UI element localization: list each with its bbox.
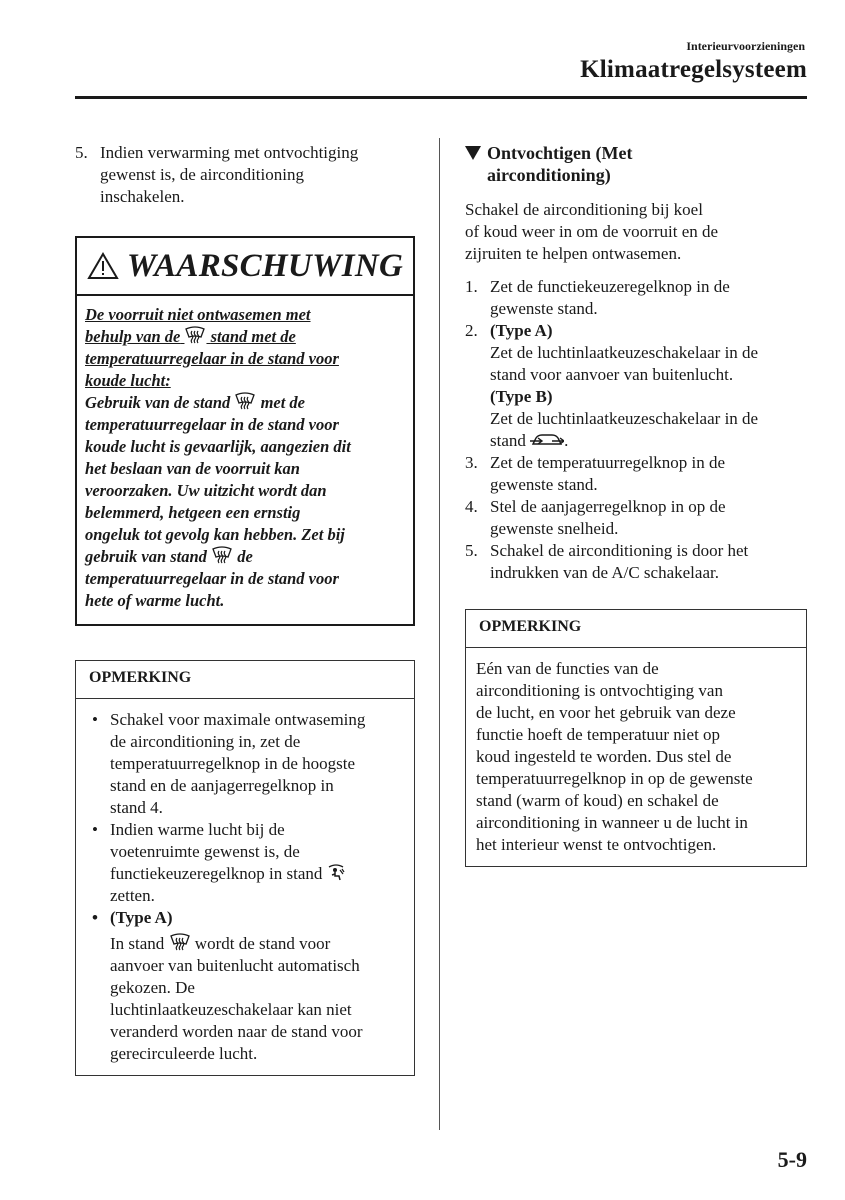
- left-column: [75, 142, 415, 1076]
- note-line: de airconditioning in, zet de: [110, 732, 301, 751]
- warning-text-line: temperatuurregelaar in de stand voor: [85, 569, 339, 588]
- type-a-label: (Type A): [490, 321, 553, 340]
- note-line: temperatuurregelknop in op de gewenste: [476, 769, 753, 788]
- section-heading: [465, 142, 807, 186]
- step-4: [465, 496, 807, 540]
- warning-text-line: het beslaan van de voorruit kan: [85, 459, 300, 478]
- warning-text-line: veroorzaken. Uw uitzicht wordt dan: [85, 481, 327, 500]
- note-line: airconditioning is ontvochtiging van: [476, 681, 723, 700]
- note-line: de lucht, en voor het gebruik van deze: [476, 703, 736, 722]
- section-label: Interieurvoorzieningen: [686, 39, 805, 53]
- warning-text-line: belemmerd, hetgeen een ernstig: [85, 503, 301, 522]
- windshield-defrost-icon: [184, 326, 206, 344]
- warning-body: [77, 296, 413, 624]
- note-line: gekozen. De: [110, 978, 195, 997]
- note-line: gerecirculeerde lucht.: [110, 1044, 258, 1063]
- step-number: 4.: [465, 497, 478, 516]
- heading-line: airconditioning): [487, 165, 611, 185]
- windshield-defrost-icon: [234, 392, 256, 410]
- note-line: luchtinlaatkeuzeschakelaar kan niet: [110, 1000, 352, 1019]
- note-line: airconditioning in wanneer u de lucht in: [476, 813, 748, 832]
- warning-heading-line: behulp van de stand met de: [85, 327, 296, 346]
- intro-line: of koud weer in om de voorruit en de: [465, 222, 719, 241]
- windshield-defrost-icon: [211, 546, 233, 564]
- note-line: functie hoeft de temperatuur niet op: [476, 725, 721, 744]
- note-bullet: [86, 819, 404, 907]
- note-line: stand 4.: [110, 798, 163, 817]
- note-line: functiekeuzeregelknop in stand: [110, 863, 404, 885]
- page-number: 5-9: [777, 1147, 807, 1172]
- note-body: [76, 699, 414, 1075]
- steps-list: [465, 276, 807, 584]
- step-line: Zet de temperatuurregelknop in de: [490, 453, 726, 472]
- step-number: 5.: [75, 143, 88, 162]
- step-line: indrukken van de A/C schakelaar.: [490, 563, 719, 582]
- note-line: stand en de aanjagerregelknop in: [110, 776, 334, 795]
- note-line: temperatuurregelknop in de hoogste: [110, 754, 356, 773]
- note-line: zetten.: [110, 886, 155, 905]
- step-line: gewenste stand.: [490, 475, 598, 494]
- step-line: gewenste snelheid.: [490, 519, 619, 538]
- note-box-left: [75, 660, 415, 1076]
- note-title: OPMERKING: [76, 661, 414, 699]
- step-line: Stel de aanjagerregelknop in op de: [490, 497, 726, 516]
- warning-text-line: temperatuurregelaar in de stand voor: [85, 415, 339, 434]
- note-line: Eén van de functies van de: [476, 659, 659, 678]
- bullet-marker: •: [92, 908, 98, 927]
- note-line: koud ingesteld te worden. Dus stel de: [476, 747, 732, 766]
- step-line: stand voor aanvoer van buitenlucht.: [490, 365, 734, 384]
- right-column: [465, 142, 807, 867]
- step-line: Zet de functiekeuzeregelknop in de: [490, 277, 730, 296]
- note-line: Schakel voor maximale ontwaseming: [110, 710, 366, 729]
- intro-paragraph: [465, 199, 807, 265]
- step-number: 5.: [465, 541, 478, 560]
- step-line: Zet de luchtinlaatkeuzeschakelaar in de: [490, 409, 759, 428]
- step-number: 2.: [465, 321, 478, 340]
- note-line: veranderd worden naar de stand voor: [110, 1022, 363, 1041]
- step-5: [465, 540, 807, 584]
- step-3: [465, 452, 807, 496]
- note-line: In stand wordt de stand voor: [110, 934, 331, 953]
- warning-text-line: hete of warme lucht.: [85, 591, 225, 610]
- page-title: Klimaatregelsysteem: [580, 56, 807, 83]
- warning-triangle-icon: [87, 252, 119, 280]
- step-1: [465, 276, 807, 320]
- intro-line: zijruiten te helpen ontwasemen.: [465, 244, 682, 263]
- warning-text-line: Gebruik van de stand met de: [85, 393, 306, 412]
- bullet-marker: •: [92, 710, 98, 729]
- column-divider: [439, 138, 440, 1130]
- warning-text-line: ongeluk tot gevolg kan hebben. Zet bij: [85, 525, 345, 544]
- step-5-left: [75, 142, 415, 208]
- note-line: stand (warm of koud) en schakel de: [476, 791, 719, 810]
- type-a-text: [86, 933, 404, 1065]
- note-bullet: [86, 709, 404, 819]
- step-line: stand .: [490, 431, 569, 450]
- step-number: 1.: [465, 277, 478, 296]
- bullet-marker: •: [92, 820, 98, 839]
- warning-text-line: koude lucht is gevaarlijk, aangezien dit: [85, 437, 351, 456]
- note-line: het interieur wenst te ontvochtigen.: [476, 835, 717, 854]
- note-bullet: [86, 907, 404, 929]
- warning-heading-line: temperatuurregelaar in de stand voor: [85, 349, 339, 368]
- type-a-label: (Type A): [110, 908, 173, 927]
- note-box-right: [465, 609, 807, 867]
- outside-air-icon: [530, 432, 564, 448]
- windshield-defrost-icon: [169, 933, 191, 951]
- type-b-label: (Type B): [490, 387, 553, 406]
- note-line: aanvoer van buitenlucht automatisch: [110, 956, 360, 975]
- step-2: [465, 320, 807, 452]
- step-number: 3.: [465, 453, 478, 472]
- step-line: inschakelen.: [100, 187, 185, 206]
- warning-heading-line: De voorruit niet ontwasemen met: [85, 305, 311, 324]
- step-line: gewenste stand.: [490, 299, 598, 318]
- note-title: OPMERKING: [466, 610, 806, 648]
- step-line: Indien verwarming met ontvochtiging: [100, 143, 359, 162]
- warning-header: [77, 238, 413, 296]
- heading-line: Ontvochtigen (Met: [487, 143, 633, 163]
- note-line: Indien warme lucht bij de: [110, 820, 285, 839]
- warning-title: WAARSCHUWING: [126, 247, 404, 284]
- note-body: [466, 648, 806, 866]
- floor-defrost-icon: [327, 863, 345, 881]
- step-line: Schakel de airconditioning is door het: [490, 541, 749, 560]
- warning-heading-line: koude lucht:: [85, 371, 171, 390]
- warning-text-line: gebruik van stand de: [85, 547, 253, 566]
- step-line: Zet de luchtinlaatkeuzeschakelaar in de: [490, 343, 759, 362]
- warning-box: [75, 236, 415, 626]
- header-rule: [75, 96, 807, 99]
- section-triangle-icon: [465, 146, 481, 160]
- intro-line: Schakel de airconditioning bij koel: [465, 200, 703, 219]
- step-line: gewenst is, de airconditioning: [100, 165, 304, 184]
- note-line: voetenruimte gewenst is, de: [110, 842, 300, 861]
